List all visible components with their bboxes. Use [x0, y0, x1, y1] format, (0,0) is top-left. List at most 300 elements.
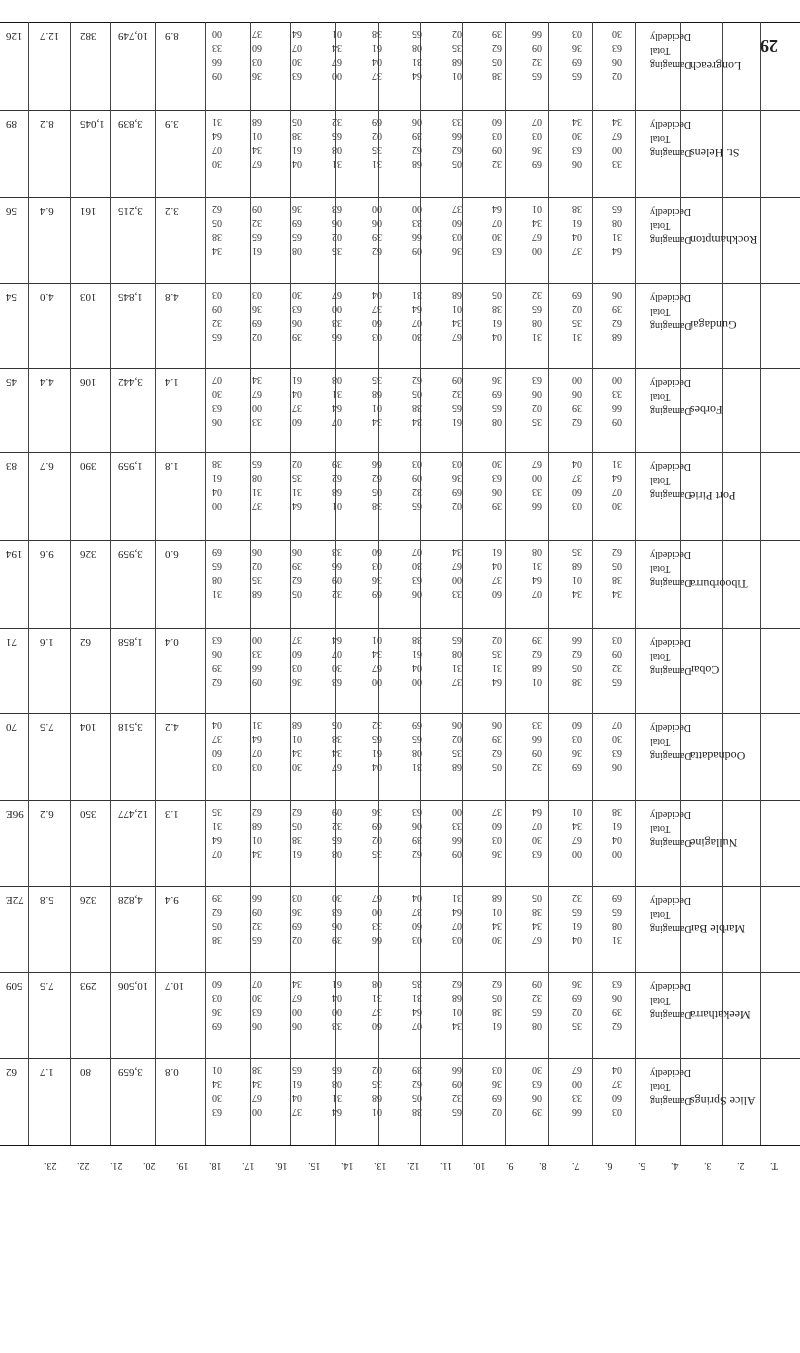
station-name: Nullagine	[690, 836, 738, 850]
table-value: 03	[212, 289, 222, 300]
table-value: 65	[452, 402, 462, 413]
station-name: Marble Bar	[690, 922, 745, 936]
table-value: 39	[532, 634, 542, 645]
table-value: 08	[612, 920, 622, 931]
table-value: 62	[572, 648, 582, 659]
table-value: 65	[612, 906, 622, 917]
table-value: 60	[492, 116, 502, 127]
table-value: 06	[252, 1020, 262, 1031]
table-value: 31	[332, 388, 342, 399]
table-value: 35	[372, 374, 382, 385]
table-value: 67	[532, 934, 542, 945]
table-value: 06	[252, 546, 262, 557]
table-value: 37	[572, 472, 582, 483]
table-value: 60	[412, 920, 422, 931]
row-value-a: 1.6	[40, 636, 54, 648]
table-value: 00	[452, 574, 462, 585]
table-value: 30	[532, 834, 542, 845]
table-value: 07	[612, 719, 622, 730]
table-value: 31	[492, 662, 502, 673]
table-value: 34	[292, 978, 302, 989]
table-value: 34	[612, 588, 622, 599]
category-label: Damaging	[650, 1095, 692, 1106]
table-value: 63	[532, 1078, 542, 1089]
table-value: 68	[612, 331, 622, 342]
table-value: 61	[372, 42, 382, 53]
table-value: 69	[412, 719, 422, 730]
table-value: 05	[292, 588, 302, 599]
table-value: 34	[372, 416, 382, 427]
category-label: Decidedly	[650, 809, 692, 820]
table-value: 08	[412, 42, 422, 53]
row-total: 72E	[6, 894, 24, 906]
table-value: 07	[532, 116, 542, 127]
table-value: 64	[532, 574, 542, 585]
table-value: 00	[412, 676, 422, 687]
row-value-a: 9.6	[40, 548, 54, 560]
table-value: 07	[532, 588, 542, 599]
table-value: 04	[292, 158, 302, 169]
station-name: Rockhampton	[690, 233, 758, 247]
table-value: 67	[372, 662, 382, 673]
column-number: 8.	[539, 1160, 547, 1171]
table-value: 38	[412, 634, 422, 645]
table-value: 63	[332, 676, 342, 687]
table-value: 68	[452, 289, 462, 300]
table-value: 66	[452, 1064, 462, 1075]
table-value: 65	[452, 1106, 462, 1117]
table-value: 37	[612, 1078, 622, 1089]
table-value: 00	[572, 374, 582, 385]
table-value: 02	[372, 130, 382, 141]
table-value: 63	[612, 978, 622, 989]
table-value: 00	[372, 906, 382, 917]
row-value-c: 1,858	[118, 636, 143, 648]
table-value: 39	[212, 892, 222, 903]
table-value: 03	[252, 761, 262, 772]
table-value: 66	[372, 458, 382, 469]
table-value: 62	[372, 472, 382, 483]
table-value: 69	[292, 217, 302, 228]
table-value: 06	[572, 158, 582, 169]
table-value: 05	[532, 892, 542, 903]
category-label: Decidedly	[650, 292, 692, 303]
table-value: 64	[492, 203, 502, 214]
category-label: Damaging	[650, 234, 692, 245]
table-value: 60	[292, 648, 302, 659]
table-value: 03	[612, 634, 622, 645]
table-value: 67	[252, 388, 262, 399]
table-value: 32	[492, 158, 502, 169]
row-value-c: 4,828	[118, 894, 143, 906]
table-value: 06	[572, 388, 582, 399]
table-value: 03	[292, 662, 302, 673]
table-value: 06	[612, 289, 622, 300]
table-value: 30	[332, 892, 342, 903]
table-value: 61	[292, 1078, 302, 1089]
category-label: Total	[650, 736, 671, 747]
table-value: 00	[372, 203, 382, 214]
table-value: 69	[212, 546, 222, 557]
row-value-c: 10,506	[118, 980, 149, 992]
table-value: 36	[252, 70, 262, 81]
table-value: 67	[532, 458, 542, 469]
table-value: 30	[212, 388, 222, 399]
table-value: 35	[292, 472, 302, 483]
table-value: 02	[252, 560, 262, 571]
table-value: 32	[332, 820, 342, 831]
table-value: 01	[252, 130, 262, 141]
station-name: Meekatharra	[690, 1008, 751, 1022]
table-value: 39	[412, 130, 422, 141]
table-value: 36	[292, 203, 302, 214]
table-value: 34	[572, 588, 582, 599]
table-value: 37	[212, 733, 222, 744]
table-value: 39	[492, 733, 502, 744]
table-value: 63	[492, 245, 502, 256]
table-value: 68	[372, 1092, 382, 1103]
table-value: 66	[572, 634, 582, 645]
table-value: 06	[332, 217, 342, 228]
column-number: 5.	[638, 1160, 646, 1171]
table-value: 00	[572, 848, 582, 859]
row-value-a: 12.7	[40, 30, 60, 42]
table-value: 00	[252, 402, 262, 413]
table-value: 30	[252, 992, 262, 1003]
table-value: 02	[452, 500, 462, 511]
table-value: 66	[452, 834, 462, 845]
table-value: 05	[292, 820, 302, 831]
row-value-d: 1.4	[165, 376, 179, 388]
table-value: 65	[412, 500, 422, 511]
table-value: 01	[572, 806, 582, 817]
column-number: 4.	[671, 1160, 679, 1171]
table-value: 07	[492, 217, 502, 228]
category-label: Decidedly	[650, 722, 692, 733]
table-value: 08	[332, 374, 342, 385]
row-divider	[0, 1145, 800, 1146]
table-value: 31	[332, 1092, 342, 1103]
table-value: 69	[492, 388, 502, 399]
table-value: 07	[252, 978, 262, 989]
table-value: 09	[412, 245, 422, 256]
row-total: 56	[6, 205, 17, 217]
table-value: 02	[492, 1106, 502, 1117]
table-value: 69	[572, 761, 582, 772]
table-value: 63	[292, 70, 302, 81]
table-value: 67	[452, 331, 462, 342]
table-value: 36	[372, 574, 382, 585]
table-value: 69	[612, 892, 622, 903]
category-label: Decidedly	[650, 637, 692, 648]
table-value: 09	[332, 574, 342, 585]
table-value: 02	[372, 834, 382, 845]
column-number: 22.	[77, 1160, 90, 1171]
table-value: 66	[252, 892, 262, 903]
category-label: Damaging	[650, 405, 692, 416]
table-value: 33	[532, 719, 542, 730]
table-value: 07	[612, 486, 622, 497]
table-value: 07	[332, 648, 342, 659]
table-value: 38	[252, 1064, 262, 1075]
table-value: 08	[492, 416, 502, 427]
category-label: Decidedly	[650, 119, 692, 130]
table-value: 34	[452, 546, 462, 557]
row-value-a: 4.4	[40, 376, 54, 388]
table-value: 09	[492, 144, 502, 155]
category-label: Decidedly	[650, 377, 692, 388]
table-value: 01	[452, 1006, 462, 1017]
table-value: 67	[252, 158, 262, 169]
row-total: 126	[6, 30, 23, 42]
table-value: 62	[532, 648, 542, 659]
table-value: 34	[332, 747, 342, 758]
column-divider	[548, 22, 549, 1145]
table-value: 62	[492, 978, 502, 989]
table-value: 60	[292, 416, 302, 427]
table-value: 05	[212, 217, 222, 228]
table-value: 07	[412, 1020, 422, 1031]
table-value: 65	[492, 402, 502, 413]
table-value: 34	[212, 245, 222, 256]
table-value: 32	[252, 920, 262, 931]
table-value: 68	[252, 820, 262, 831]
table-value: 63	[572, 144, 582, 155]
table-value: 62	[292, 574, 302, 585]
table-value: 68	[292, 719, 302, 730]
table-value: 00	[332, 303, 342, 314]
table-value: 60	[252, 42, 262, 53]
table-value: 31	[252, 719, 262, 730]
column-number: 11.	[440, 1160, 453, 1171]
row-total: 45	[6, 376, 17, 388]
table-value: 04	[212, 486, 222, 497]
table-value: 07	[412, 546, 422, 557]
table-value: 31	[212, 588, 222, 599]
row-value-b: 104	[80, 721, 97, 733]
table-value: 66	[532, 733, 542, 744]
table-value: 65	[412, 733, 422, 744]
table-value: 33	[332, 1020, 342, 1031]
table-value: 31	[452, 662, 462, 673]
table-value: 03	[212, 761, 222, 772]
table-value: 61	[452, 416, 462, 427]
table-value: 34	[492, 920, 502, 931]
table-value: 04	[212, 719, 222, 730]
table-value: 02	[332, 231, 342, 242]
table-value: 30	[212, 1092, 222, 1103]
table-value: 04	[292, 388, 302, 399]
table-value: 09	[532, 747, 542, 758]
table-value: 64	[612, 472, 622, 483]
table-value: 67	[612, 130, 622, 141]
table-value: 67	[372, 892, 382, 903]
table-value: 65	[212, 331, 222, 342]
table-value: 62	[612, 317, 622, 328]
table-value: 09	[412, 472, 422, 483]
table-value: 03	[292, 892, 302, 903]
table-value: 38	[332, 733, 342, 744]
table-value: 39	[612, 303, 622, 314]
table-value: 30	[212, 158, 222, 169]
table-value: 67	[332, 289, 342, 300]
table-value: 38	[572, 203, 582, 214]
table-value: 34	[252, 374, 262, 385]
table-value: 05	[452, 158, 462, 169]
table-value: 68	[372, 388, 382, 399]
table-value: 06	[372, 217, 382, 228]
row-value-c: 3,442	[118, 376, 143, 388]
table-value: 65	[412, 28, 422, 39]
table-value: 06	[292, 546, 302, 557]
table-value: 06	[332, 920, 342, 931]
table-value: 65	[372, 733, 382, 744]
table-value: 37	[292, 402, 302, 413]
table-value: 65	[612, 676, 622, 687]
table-value: 03	[492, 1064, 502, 1075]
category-label: Total	[650, 133, 671, 144]
table-value: 36	[292, 676, 302, 687]
table-value: 63	[532, 848, 542, 859]
table-value: 38	[212, 231, 222, 242]
table-value: 69	[572, 992, 582, 1003]
table-value: 32	[532, 761, 542, 772]
table-value: 61	[612, 820, 622, 831]
table-value: 03	[572, 28, 582, 39]
table-value: 35	[572, 317, 582, 328]
table-value: 05	[492, 992, 502, 1003]
table-value: 30	[292, 56, 302, 67]
table-value: 07	[212, 848, 222, 859]
table-value: 67	[572, 834, 582, 845]
table-value: 66	[572, 1106, 582, 1117]
category-label: Damaging	[650, 577, 692, 588]
table-value: 36	[252, 303, 262, 314]
table-value: 32	[252, 217, 262, 228]
table-value: 38	[212, 458, 222, 469]
table-value: 60	[572, 719, 582, 730]
row-value-d: 1.8	[165, 460, 179, 472]
table-value: 03	[212, 992, 222, 1003]
table-value: 65	[332, 1064, 342, 1075]
table-value: 30	[612, 28, 622, 39]
table-value: 63	[532, 374, 542, 385]
row-value-d: 9.4	[165, 894, 179, 906]
table-value: 66	[332, 560, 342, 571]
table-value: 31	[252, 486, 262, 497]
row-total: 62	[6, 1066, 17, 1078]
table-value: 39	[572, 402, 582, 413]
table-value: 30	[412, 331, 422, 342]
table-value: 31	[412, 761, 422, 772]
table-value: 30	[292, 289, 302, 300]
table-value: 64	[452, 906, 462, 917]
table-value: 38	[492, 303, 502, 314]
category-label: Decidedly	[650, 206, 692, 217]
table-value: 60	[372, 1020, 382, 1031]
column-number: 12.	[407, 1160, 420, 1171]
table-value: 62	[332, 472, 342, 483]
table-value: 63	[332, 203, 342, 214]
category-label: Damaging	[650, 489, 692, 500]
row-value-d: 8.9	[165, 30, 179, 42]
category-label: Damaging	[650, 837, 692, 848]
table-value: 39	[532, 1106, 542, 1117]
table-value: 03	[412, 934, 422, 945]
table-value: 34	[612, 116, 622, 127]
table-value: 62	[572, 416, 582, 427]
table-value: 33	[572, 1092, 582, 1103]
table-value: 37	[292, 1106, 302, 1117]
table-value: 30	[492, 231, 502, 242]
table-value: 62	[292, 806, 302, 817]
table-value: 38	[292, 834, 302, 845]
table-value: 31	[412, 992, 422, 1003]
category-label: Total	[650, 563, 671, 574]
table-value: 39	[492, 28, 502, 39]
table-value: 09	[452, 374, 462, 385]
table-value: 03	[492, 130, 502, 141]
table-value: 08	[372, 978, 382, 989]
category-label: Total	[650, 909, 671, 920]
table-value: 00	[532, 245, 542, 256]
table-value: 35	[372, 848, 382, 859]
category-label: Damaging	[650, 750, 692, 761]
table-value: 65	[292, 1064, 302, 1075]
table-value: 64	[292, 500, 302, 511]
table-value: 62	[612, 1020, 622, 1031]
table-value: 02	[452, 733, 462, 744]
table-value: 30	[332, 662, 342, 673]
table-value: 62	[212, 203, 222, 214]
table-value: 09	[532, 42, 542, 53]
table-value: 37	[492, 574, 502, 585]
table-value: 68	[572, 560, 582, 571]
table-value: 60	[372, 546, 382, 557]
row-value-c: 3,215	[118, 205, 143, 217]
table-value: 34	[292, 747, 302, 758]
table-value: 06	[612, 56, 622, 67]
table-value: 62	[412, 374, 422, 385]
table-value: 39	[372, 231, 382, 242]
row-value-d: 3.9	[165, 118, 179, 130]
table-value: 35	[412, 978, 422, 989]
table-value: 08	[252, 472, 262, 483]
table-value: 08	[532, 546, 542, 557]
table-value: 34	[372, 648, 382, 659]
table-value: 64	[332, 1106, 342, 1117]
table-value: 05	[292, 116, 302, 127]
table-value: 37	[412, 906, 422, 917]
row-value-b: 80	[80, 1066, 91, 1078]
table-value: 01	[492, 906, 502, 917]
table-value: 07	[212, 374, 222, 385]
table-value: 69	[372, 116, 382, 127]
table-value: 38	[412, 402, 422, 413]
row-value-c: 10,749	[118, 30, 149, 42]
table-value: 07	[292, 42, 302, 53]
table-value: 62	[412, 848, 422, 859]
table-value: 34	[532, 920, 542, 931]
table-value: 04	[372, 761, 382, 772]
table-value: 61	[492, 1020, 502, 1031]
table-value: 01	[372, 402, 382, 413]
table-value: 69	[372, 588, 382, 599]
table-value: 00	[332, 70, 342, 81]
table-value: 61	[292, 144, 302, 155]
table-value: 02	[612, 70, 622, 81]
table-value: 66	[372, 934, 382, 945]
